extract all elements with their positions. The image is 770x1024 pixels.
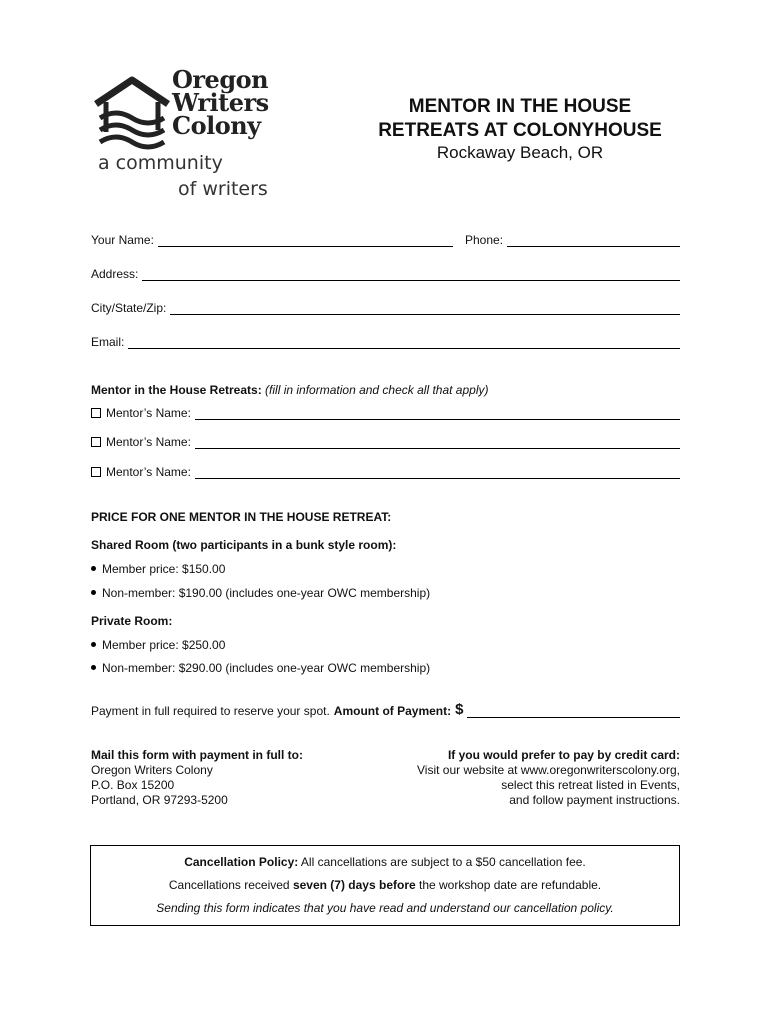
mentor-checkbox-2[interactable] bbox=[91, 437, 101, 447]
phone-field[interactable] bbox=[465, 233, 680, 247]
shared-nonmember-price bbox=[91, 586, 430, 600]
address-label: Address: bbox=[91, 267, 139, 281]
name-label: Your Name: bbox=[91, 233, 154, 247]
address-input-line[interactable] bbox=[142, 270, 680, 281]
address-field[interactable] bbox=[91, 267, 680, 281]
city-label: City/State/Zip: bbox=[91, 301, 167, 315]
shared-member-price bbox=[91, 562, 225, 576]
mail-heading: Mail this form with payment in full to: bbox=[91, 748, 303, 762]
mentor-label-2: Mentor’s Name: bbox=[106, 435, 191, 449]
cancellation-policy-box bbox=[90, 845, 680, 926]
city-input-line[interactable] bbox=[170, 304, 680, 315]
policy-text: All cancellations are subject to a $50 cancellation fee. bbox=[300, 855, 586, 869]
mentor-input-line-3[interactable] bbox=[195, 468, 680, 479]
payment-row[interactable] bbox=[91, 701, 680, 718]
mentor-checkbox-1[interactable] bbox=[91, 408, 101, 418]
retreats-instruction: (fill in information and check all that apply) bbox=[265, 383, 489, 397]
credit-block bbox=[380, 748, 680, 808]
amount-input-line[interactable] bbox=[467, 707, 680, 718]
policy-line2-bold: seven (7) days before bbox=[292, 878, 416, 892]
mentor-row-2[interactable] bbox=[91, 435, 680, 449]
city-field[interactable] bbox=[91, 301, 680, 315]
mail-block bbox=[91, 748, 303, 808]
bullet-icon bbox=[91, 590, 96, 595]
mentor-label-1: Mentor’s Name: bbox=[106, 406, 191, 420]
tagline-line1: a community bbox=[98, 152, 223, 174]
private-nonmember-price bbox=[91, 661, 430, 675]
bullet-icon bbox=[91, 665, 96, 670]
mentor-input-line-2[interactable] bbox=[195, 438, 680, 449]
name-field[interactable] bbox=[91, 233, 453, 247]
mail-line1: Oregon Writers Colony bbox=[91, 763, 213, 777]
private-member-text: Member price: $250.00 bbox=[102, 638, 226, 652]
policy-line2-post: the workshop date are refundable. bbox=[419, 878, 602, 892]
email-field[interactable] bbox=[91, 335, 680, 349]
mentor-row-3[interactable] bbox=[91, 465, 680, 479]
mentor-input-line-1[interactable] bbox=[195, 409, 680, 420]
shared-room-heading: Shared Room (two participants in a bunk style room): bbox=[91, 538, 397, 552]
email-input-line[interactable] bbox=[128, 338, 680, 349]
policy-line2-pre: Cancellations received bbox=[168, 878, 290, 892]
title-line2: RETREATS AT COLONYHOUSE bbox=[378, 120, 662, 141]
name-input-line[interactable] bbox=[158, 236, 453, 247]
credit-line3: and follow payment instructions. bbox=[509, 793, 680, 807]
private-member-price bbox=[91, 638, 225, 652]
mentor-label-3: Mentor’s Name: bbox=[106, 465, 191, 479]
title-line1: MENTOR IN THE HOUSE bbox=[408, 96, 632, 117]
tagline-line2: of writers bbox=[178, 178, 268, 200]
location-subtitle: Rockaway Beach, OR bbox=[436, 143, 604, 162]
retreats-heading: Mentor in the House Retreats: bbox=[91, 383, 262, 397]
bullet-icon bbox=[91, 642, 96, 647]
shared-nonmember-text: Non-member: $190.00 (includes one-year OWC membership) bbox=[102, 586, 431, 600]
mail-line2: P.O. Box 15200 bbox=[91, 778, 175, 792]
policy-line3: Sending this form indicates that you have read and understand our cancellation policy. bbox=[156, 901, 614, 915]
email-label: Email: bbox=[91, 335, 125, 349]
private-nonmember-text: Non-member: $290.00 (includes one-year OWC membership) bbox=[102, 661, 431, 675]
retreats-heading-row bbox=[91, 383, 489, 397]
payment-text: Payment in full required to reserve your spot. bbox=[91, 704, 330, 718]
house-logo-icon bbox=[92, 74, 174, 150]
credit-heading: If you would prefer to pay by credit card: bbox=[447, 748, 680, 762]
private-room-heading: Private Room: bbox=[91, 614, 173, 628]
logo-text-colony: Colony bbox=[172, 111, 261, 140]
phone-input-line[interactable] bbox=[507, 236, 680, 247]
mail-line3: Portland, OR 97293-5200 bbox=[91, 793, 228, 807]
credit-line1: Visit our website at www.oregonwriterscolony.org, bbox=[416, 763, 680, 777]
logo bbox=[92, 66, 282, 206]
logo-text-oregon: Oregon bbox=[172, 65, 269, 94]
logo-text-writers: Writers bbox=[172, 88, 269, 117]
pricing-heading: PRICE FOR ONE MENTOR IN THE HOUSE RETREAT: bbox=[91, 510, 392, 524]
policy-line1 bbox=[91, 855, 679, 869]
phone-label: Phone: bbox=[465, 233, 504, 247]
mentor-checkbox-3[interactable] bbox=[91, 467, 101, 477]
policy-line2 bbox=[91, 878, 679, 892]
bullet-icon bbox=[91, 566, 96, 571]
amount-label: Amount of Payment: bbox=[333, 704, 452, 718]
credit-line2: select this retreat listed in Events, bbox=[501, 778, 680, 792]
dollar-sign: $ bbox=[455, 701, 464, 718]
mentor-row-1[interactable] bbox=[91, 406, 680, 420]
shared-member-text: Member price: $150.00 bbox=[102, 562, 226, 576]
policy-label: Cancellation Policy: bbox=[184, 855, 299, 869]
